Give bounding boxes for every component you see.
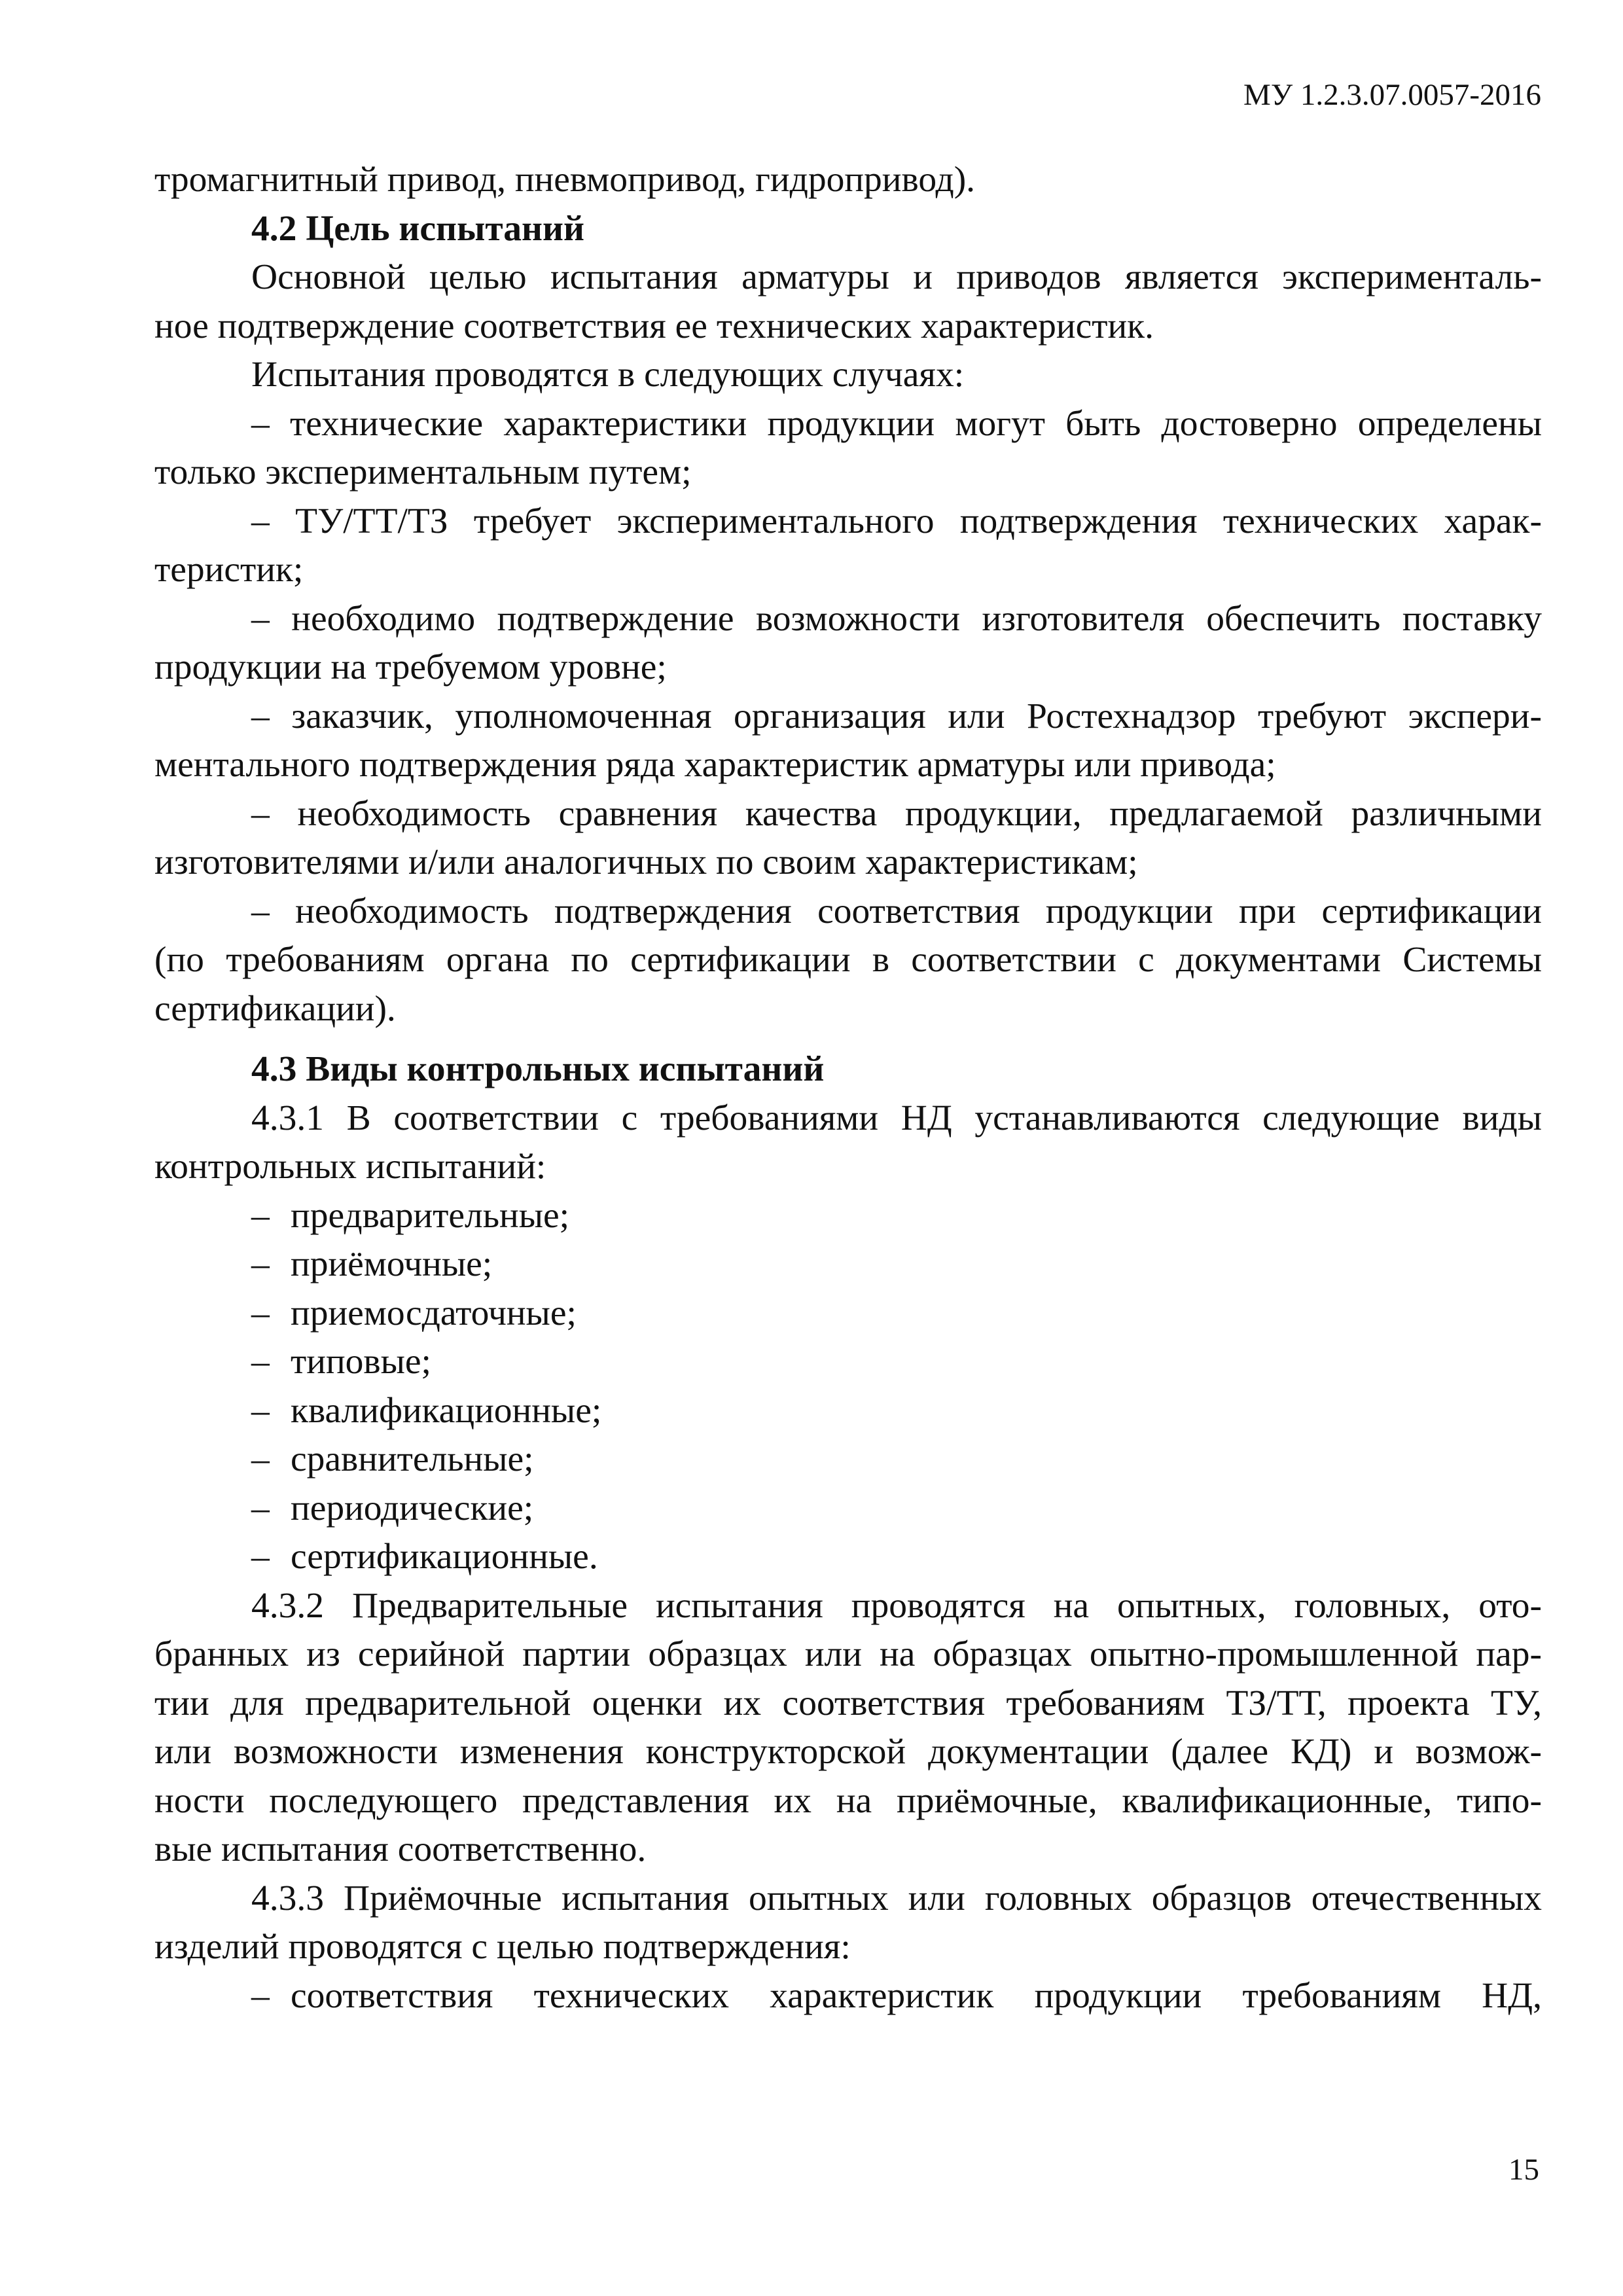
text-line: – технические характеристики продукции могут быть достоверно определены [251,403,1542,444]
paragraph-gap [154,1033,1542,1045]
list-dash: – [251,1975,270,2016]
text-line: только экспериментальным путем; [154,452,692,492]
list-dash: – [251,1293,270,1333]
section-heading-4-2: 4.2 Цель испытаний [251,208,584,249]
text-line: 4.3.2 Предварительные испытания проводятся на опытных, головных, ото- [251,1585,1542,1626]
list-item-text: приемосдаточные; [291,1293,577,1333]
list-dash: – [251,1537,270,1577]
list-item-text: приёмочные; [291,1244,493,1284]
text-line: ности последующего представления их на приёмочные, квалификационные, типо- [154,1780,1542,1821]
text-line: 4.3.1 В соответствии с требованиями НД устанавливаются следующие виды [251,1098,1542,1138]
list-item-text: предварительные; [291,1195,570,1236]
text-line: – заказчик, уполномоченная организация или Ростехнадзор требуют экспери- [251,696,1542,736]
text-line: тии для предварительной оценки их соответствия требованиям ТЗ/ТТ, проекта ТУ, [154,1683,1542,1723]
list-dash: – [251,1342,270,1382]
list-item-text: периодические; [291,1488,534,1528]
list-item [154,1484,1542,1534]
list-dash: – [251,1439,270,1479]
text-line: вые испытания соответственно. [154,1829,647,1869]
text-line: ное подтверждение соответствия ее технических характеристик. [154,306,1154,346]
list-item-text: соответствия технических характеристик продукции требованиям НД, [291,1975,1542,2016]
list-item [154,1972,1542,2021]
text-line: или возможности изменения конструкторской документации (далее КД) и возмож- [154,1732,1542,1772]
list-item-text: типовые; [291,1342,431,1382]
text-line: – ТУ/ТТ/ТЗ требует экспериментального подтверждения технических харак- [251,501,1542,541]
list-item-text: квалификационные; [291,1390,602,1431]
text-line: тромагнитный привод, пневмопривод, гидропривод). [154,160,976,200]
section-heading-4-3: 4.3 Виды контрольных испытаний [251,1049,825,1089]
text-line: – необходимо подтверждение возможности изготовителя обеспечить поставку [251,598,1542,639]
text-line: – необходимость подтверждения соответствия продукции при сертификации [251,891,1542,931]
list-item [154,1240,1542,1289]
list-item [154,1533,1542,1582]
text-line: сертификации). [154,988,396,1029]
page-number: 15 [1508,2153,1539,2187]
text-line: Испытания проводятся в следующих случаях: [251,355,965,395]
document-code: МУ 1.2.3.07.0057-2016 [1243,78,1541,112]
list-item-text: сравнительные; [291,1439,534,1479]
list-item [154,1289,1542,1338]
text-line: бранных из серийной партии образцах или на образцах опытно-промышленной пар- [154,1634,1542,1674]
list-item [154,1387,1542,1436]
list-item-text: сертификационные. [291,1537,598,1577]
text-line: (по требованиям органа по сертификации в соответствии с документами Системы [154,940,1542,980]
text-line: изготовителями и/или аналогичных по своим характеристикам; [154,842,1138,882]
list-item [154,1192,1542,1241]
text-line: продукции на требуемом уровне; [154,647,667,687]
text-line: 4.3.3 Приёмочные испытания опытных или головных образцов отечественных [251,1878,1542,1918]
list-dash: – [251,1488,270,1528]
page-body [154,156,1542,2020]
text-line: теристик; [154,550,304,590]
list-dash: – [251,1244,270,1284]
text-line: Основной целью испытания арматуры и приводов является эксперименталь- [251,257,1542,297]
text-line: – необходимость сравнения качества продукции, предлагаемой различными [251,793,1542,834]
list-item [154,1338,1542,1387]
list-item [154,1435,1542,1484]
text-line: ментального подтверждения ряда характеристик арматуры или привода; [154,745,1276,785]
list-dash: – [251,1195,270,1236]
text-line: изделий проводятся с целью подтверждения: [154,1927,851,1967]
text-line: контрольных испытаний: [154,1147,546,1187]
list-dash: – [251,1390,270,1431]
